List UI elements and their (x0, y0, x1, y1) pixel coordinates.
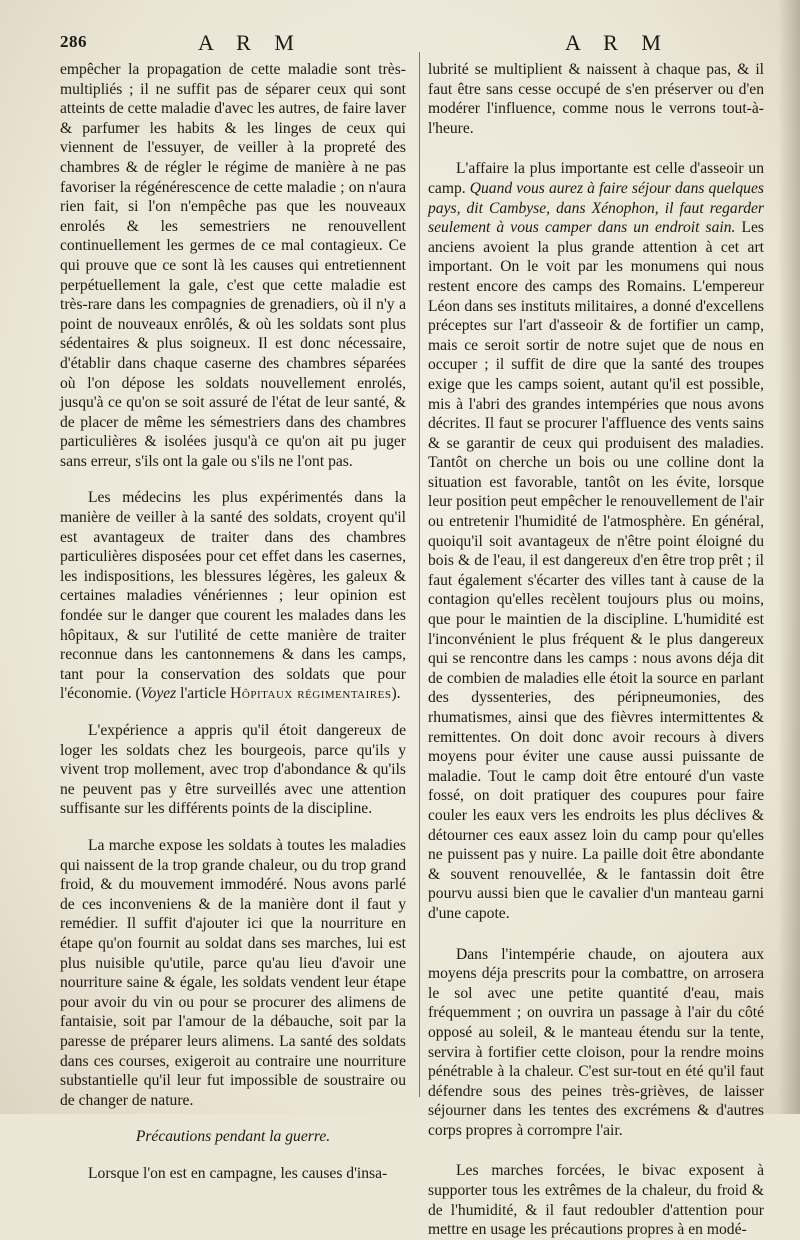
running-head-left: A R M (198, 30, 303, 55)
section-subheading: Précautions pendant la guerre. (135, 1128, 331, 1146)
page-edge-shadow (778, 0, 800, 1114)
left-paragraph-2-text: Les médecins les plus expérimentés dans la manière de veiller à la santé des soldats, croyent qu'il est avantageux de traiter dans des chambres particulières disposées pour cet effet dans les casernes, les indispositions, les blessures légères, les galeux & certaines maladies vénériennes ; leur opinion est fondée sur le danger que courent les malades dans les hôpitaux, & sur l'utilité de cette manière de traiter reconnue dans les cantonnemens & dans les camps, tant pour la conservation des soldats que pour l'économie. ( (60, 489, 406, 703)
left-paragraph-1: empêcher la propagation de cette maladie sont très-multipliés ; il ne suffit pas de séparer ceux qui sont atteints de cette maladie d'avec les autres, de faire laver & parfumer les habits & les linges de ceux qui viennent de l'essuyer, de veiller à la propreté des chambres & de régler le régime de manière à ne pas favoriser la régénérescence de cette maladie ; on n'aura rien fait, si l'on n'empêche pas que les nouveaux enrolés & les semestriers ne renouvellent continuellement les germes de ce mal contagieux. Ce qui prouve que ce sont là les causes qui entretiennent perpétuellement la gale, c'est que cette maladie est très-rare dans les compagnies de grenadiers, où il n'y a point de nouveaux enrôlés, & où les soldats sont plus sédentaires & plus soigneux. Il est donc nécessaire, d'établir dans chaque caserne des chambres séparées où l'on dépose les soldats nouvellement enrolés, jusqu'à ce qu'on se soit assuré de l'état de leur santé, & de placer de même les sémestriers dans des chambres particulières & isolées jusqu'à ce qu'on ait pu juger sans erreur, s'ils ont la gale ou s'ils ne l'ont pas. (60, 61, 406, 470)
left-paragraph-2 (60, 488, 406, 704)
right-paragraph-2 (428, 159, 764, 923)
left-paragraph-5: Lorsque l'on est en campagne, les causes d'insa- (88, 1164, 388, 1182)
article-word: l'article (176, 685, 231, 703)
xenophon-quote: Quand vous aurez à faire séjour dans quelques pays, dit Cambyse, dans Xénophon, il faut regarder seulement à vous camper dans un endroit sain. (428, 179, 764, 237)
right-paragraph-2-start: L'affaire la plus importante est celle d'asseoir un camp. (428, 160, 764, 197)
cross-reference: Hôpitaux régimentaires (230, 685, 392, 703)
voyez-word: Voyez (140, 685, 177, 703)
running-head-right: A R M (565, 30, 670, 55)
column-divider (419, 52, 420, 1097)
right-paragraph-3: Dans l'intempérie chaude, on ajoutera aux moyens déja prescrits pour la combattre, on arrosera le sol avec une petite quantité d'eau, mais fréquemment ; on ouvrira un passage à l'air du côté opposé au soleil, & le manteau étendu sur la tente, servira à fortifier cette cloison, pour la rendre moins pénétrable à la chaleur. C'est sur-tout en été qu'il faut défendre sous des peines très-grièves, de laisser séjourner dans les tentes des excrémens & d'autres corps propres à corrompre l'air. (428, 945, 764, 1139)
page-header (0, 30, 800, 60)
left-paragraph-4: La marche expose les soldats à toutes les maladies qui naissent de la trop grande chaleur, ou du trop grand froid, & du mouvement immodéré. Nous avons parlé de ces inconveniens & de la manière dont il faut y remédier. Il suffit d'ajouter ici que la nourriture en étape qu'on fournit au soldat dans ses marches, lui est plus nuisible qu'utile, parce qu'au lieu d'avoir une nourriture saine & égale, les soldats vendent leur étape pour avoir du vin ou pour se procurer des alimens de fantaisie, soit par l'amour de la débauche, soit par la paresse de préparer leurs alimens. La santé des soldats dans ces courses, exigeroit au contraire une nourriture substantielle qu'il leur fut impossible de soustraire ou de changer de nature. (60, 836, 406, 1109)
left-paragraph-2-end: ). (391, 685, 401, 703)
right-paragraph-1: lubrité se multiplient & naissent à chaque pas, & il faut être sans cesse occupé de s'en préserver ou d'en modérer l'influence, comme nous le verrons tout-à-l'heure. (428, 61, 764, 137)
left-column (60, 60, 406, 1183)
left-paragraph-3: L'expérience a appris qu'il étoit dangereux de loger les soldats chez les bourgeois, parce qu'ils y vivent trop mollement, avec trop d'abondance & qu'ils ne peuvent pas y être surveillés avec une attention suffisante sur les différents points de la discipline. (60, 722, 406, 818)
right-paragraph-2-rest: Les anciens avoient la plus grande attention à cet art important. On le voit par les monumens qui nous restent encore des camps des Romains. L'empereur Léon dans ses instituts militaires, a donné d'excellens préceptes sur l'art d'asseoir & de fortifier un camp, mais ce seroit sortir de notre sujet que de nous en occuper ; il suffit de dire que la santé des troupes exige que les camps soient, autant qu'il est possible, mis à l'abri des grandes intempéries que nous avons décrites. Il faut se procurer l'affluence des vents sains & se garantir de ceux qui produisent des maladies. Tantôt on cherche un bois ou une colline dont la situation est favorable, tantôt on les évite, lorsque leur position peut empêcher le renouvellement de l'air ou entretenir l'humidité de l'atmosphère. En général, quoiqu'il soit avantageux de n'être point éloigné du bois & de l'eau, il est dangereux d'en être trop prêt ; il faut également s'écarter des villes tant à cause de la contagion qu'elles recèlent toujours plus ou moins, que pour le maintien de la discipline. L'humidité est l'inconvénient le plus fréquent & le plus dangereux qui se rencontre dans les camps : nous avons déja dit de combien de maladies elle étoit la source en parlant des dyssenteries, des péripneumonies, des rhumatismes, ainsi que des fièvres intermittentes & remittentes. On doit donc avoir recours à divers moyens pour éviter une cause aussi puissante de maladie. Tout le camp doit être entouré d'un vaste fossé, on doit pratiquer des coupures pour faire couler les eaux vers les endroits les plus déclives & détourner ces eaux assez loin du camp pour qu'elles ne puissent pas y nuire. La paille doit être abondante & souvent renouvellée, & le fantassin doit être pourvu aussi bien que le cavalier d'un manteau garni d'une capote. (428, 219, 764, 922)
page-number: 286 (60, 32, 87, 51)
right-paragraph-4: Les marches forcées, le bivac exposent à supporter tous les extrêmes de la chaleur, du froid & de l'humidité, & il faut redoubler d'attention pour mettre en usage les précautions propres à en modé- (428, 1162, 764, 1239)
right-column (428, 60, 764, 1240)
